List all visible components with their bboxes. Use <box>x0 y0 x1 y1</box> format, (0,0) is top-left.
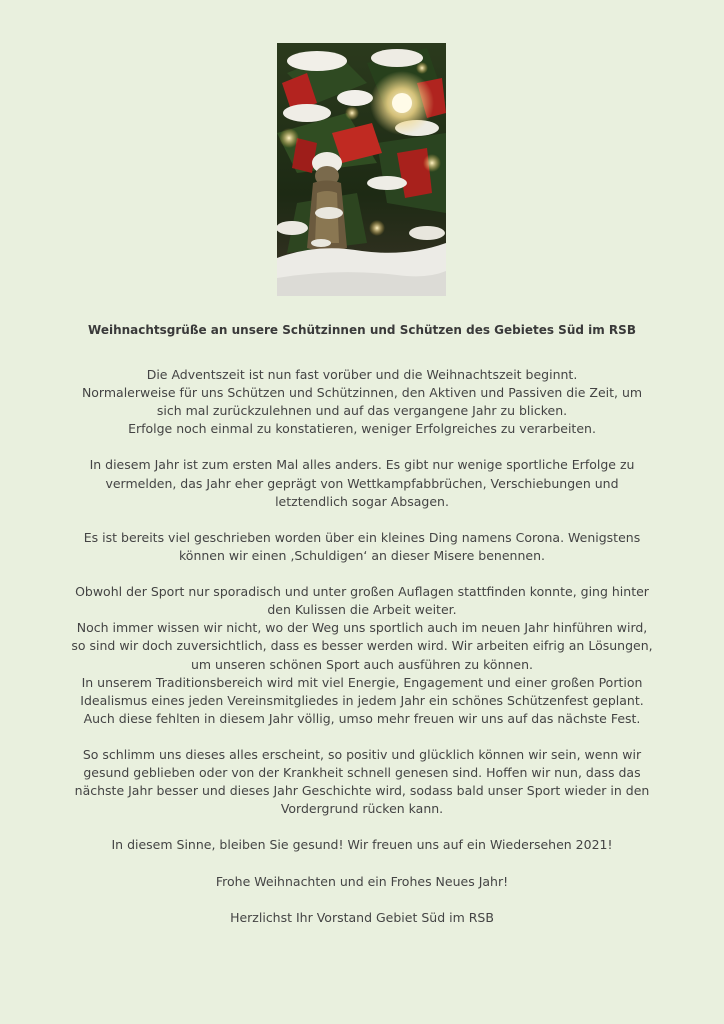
paragraph <box>60 873 664 891</box>
text-line: sich mal zurückzulehnen und auf das vergangene Jahr zu blicken. <box>156 403 568 419</box>
text-line: In diesem Jahr ist zum ersten Mal alles anders. Es gibt nur wenige sportliche Erfolge zu <box>89 457 635 473</box>
text-line: Erfolge noch einmal zu konstatieren, weniger Erfolgreiches zu verarbeiten. <box>128 421 596 437</box>
signature-line: Herzlichst Ihr Vorstand Gebiet Süd im RSB <box>230 909 494 925</box>
text-line: so sind wir doch zuversichtlich, dass es besser werden wird. Wir arbeiten eifrig an Lösungen, <box>71 638 653 654</box>
greeting-line: Frohe Weihnachten und ein Frohes Neues Jahr! <box>215 873 509 889</box>
text-line: So schlimm uns dieses alles erscheint, so positiv und glücklich können wir sein, wenn wir <box>82 746 642 762</box>
text-line: Obwohl der Sport nur sporadisch und unter großen Auflagen stattfinden konnte, ging hinter <box>75 584 649 600</box>
text-line: Vordergrund rücken kann. <box>280 801 444 817</box>
page-title: Weihnachtsgrüße an unsere Schützinnen und Schützen des Gebietes Süd im RSB <box>88 323 636 337</box>
paragraph <box>60 366 664 438</box>
text-line: Auch diese fehlten in diesem Jahr völlig, umso mehr freuen wir uns auf das nächste Fest. <box>83 710 641 726</box>
text-line: Es ist bereits viel geschrieben worden über ein kleines Ding namens Corona. Wenigstens <box>83 529 641 545</box>
text-line: den Kulissen die Arbeit weiter. <box>267 602 457 618</box>
text-line: gesund geblieben oder von der Krankheit schnell genesen sind. Hoffen wir nun, dass das <box>83 765 641 781</box>
text-line: Noch immer wissen wir nicht, wo der Weg uns sportlich auch im neuen Jahr hinführen wird, <box>76 620 648 636</box>
paragraph <box>60 836 664 854</box>
paragraph <box>60 909 664 927</box>
text-line: um unseren schönen Sport auch ausführen zu können. <box>190 656 534 672</box>
paragraph <box>60 583 664 728</box>
text-line: In unserem Traditionsbereich wird mit viel Energie, Engagement und einer großen Portion <box>81 674 643 690</box>
text-line: nächste Jahr besser und dieses Jahr Geschichte wird, sodass bald unser Sport wieder in den <box>74 783 650 799</box>
text-line: letztendlich sogar Absagen. <box>275 493 449 509</box>
text-line: vermelden, das Jahr eher geprägt von Wettkampfabbrüchen, Verschiebungen und <box>105 475 619 491</box>
paragraph <box>60 746 664 818</box>
text-line: In diesem Sinne, bleiben Sie gesund! Wir freuen uns auf ein Wiedersehen 2021! <box>111 837 613 853</box>
letter-body <box>60 366 664 945</box>
paragraph <box>60 529 664 565</box>
christmas-tree-photo <box>277 43 446 296</box>
text-line: Normalerweise für uns Schützen und Schützinnen, den Aktiven und Passiven die Zeit, um <box>81 385 643 401</box>
paragraph <box>60 456 664 510</box>
text-line: können wir einen ‚Schuldigen‘ an dieser Misere benennen. <box>179 547 545 563</box>
text-line: Idealismus eines jeden Vereinsmitgliedes in jedem Jahr ein schönes Schützenfest geplant. <box>80 692 644 708</box>
text-line: Die Adventszeit ist nun fast vorüber und die Weihnachtszeit beginnt. <box>146 367 578 382</box>
